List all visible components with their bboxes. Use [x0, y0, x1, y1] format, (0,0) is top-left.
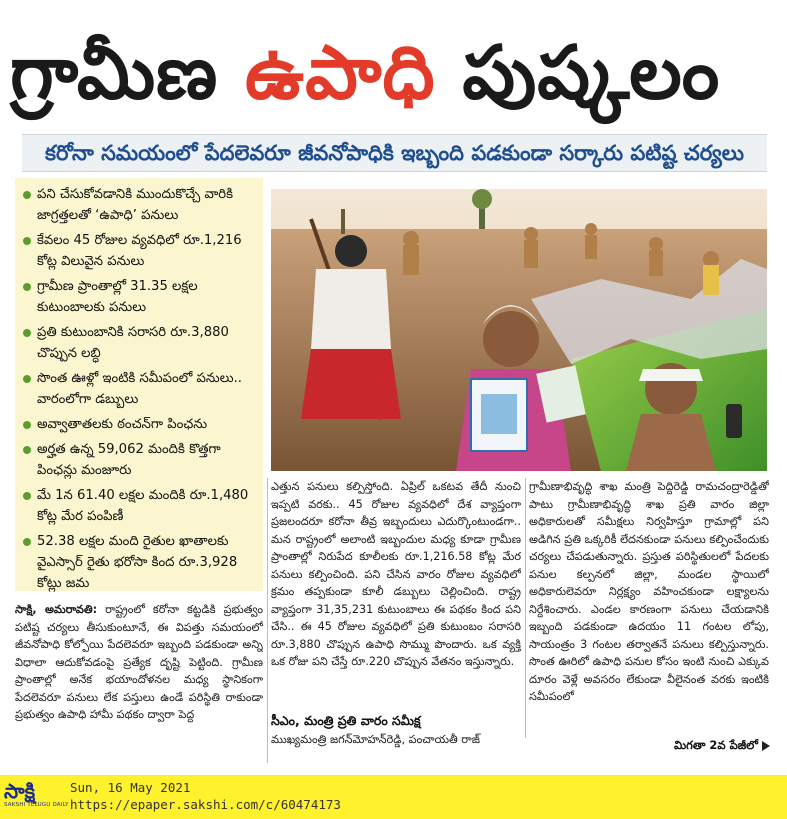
highlight-item: అర్హత ఉన్న 59,062 మందికి కొత్తగా పింఛన్లు మంజూరు	[23, 439, 257, 481]
logo-subtitle: SAKSHI TELUGU DAILY	[4, 802, 69, 808]
headline-part-1: గ్రామీణ	[10, 30, 219, 116]
article-text: ముఖ్యమంత్రి జగన్‌మోహన్‌రెడ్డి, పంచాయతీ రాజ్	[271, 733, 480, 746]
highlights-box	[15, 178, 263, 591]
bullet-dot-icon	[23, 283, 37, 291]
headline-part-3: పుష్కలం	[462, 30, 721, 116]
highlight-item: సొంత ఊళ్లో ఇంటికి సమీపంలో పనులు.. వారంలోగా డబ్బులు	[23, 368, 257, 410]
bullet-dot-icon	[23, 421, 37, 429]
bullet-dot-icon	[23, 446, 37, 454]
bullet-dot-icon	[23, 329, 37, 337]
bullet-dot-icon	[23, 492, 37, 500]
highlight-item: ప్రతి కుటుంబానికి సరాసరి రూ.3,880 చొప్పున లబ్ధి	[23, 322, 257, 364]
headline	[10, 18, 780, 128]
article-column-3	[529, 478, 769, 728]
article-column-2-tail	[271, 731, 521, 751]
bullet-dot-icon	[23, 191, 37, 199]
highlight-item: పని చేసుకోవడానికి ముందుకొచ్చే వారికి జాగ్రత్తలతో ‘ఉపాధి’ పనులు	[23, 184, 257, 226]
article-text: గ్రామీణాభివృద్ధి శాఖ మంత్రి పెద్దిరెడ్డి రామచంద్రారెడ్డితో పాటు గ్రామీణాభివృద్ధి శాఖ ప్రతి వారం జిల్లా అధికారులతో సమీక్షలు నిర్వహిస్తూ గ్రామాల్లో పని అడిగిన ప్రతి ఒక్కరికీ లేదనకుండా పనులు కల్పించేందుకు చర్యలు చేపడుతున్నారు. ప్రస్తుత పరిస్థితులలో పేదలకు పనుల కల్పనలో జిల్లా, మండల స్థాయిలో అధికారులెవరూ నిర్లక్ష్యం వహించకుండా లక్ష్యాలను నిర్దేశించారు. ఎండల కారణంగా పనులు చేయడానికి ఇబ్బంది పడకుండా ఉదయం 11 గంటల లోపు, సాయంత్రం 3 గంటల తర్వాతనే పనులు కల్పిస్తున్నారు. సొంత ఊరిలో ఉపాధి పనుల కోసం ఇంటి నుంచి ఎక్కువ దూరం వెళ్లే అవసరం లేకుండా వీలైనంత వరకు ఇంటికి సమీపంలో	[529, 480, 769, 703]
highlight-item: గ్రామీణ ప్రాంతాల్లో 31.35 లక్షల కుటుంబాలకు పనులు	[23, 276, 257, 318]
article-text: ఎత్తున పనులు కల్పిస్తోంది. ఏప్రిల్ ఒకటవ తేదీ నుంచి ఇప్పటి వరకు.. 45 రోజుల వ్యవధిలో దేశ వ్యాప్తంగా ప్రజలందరూ కరోనా తీవ్ర ఇబ్బందులు ఎదుర్కొంటుండగా.. మన రాష్ట్రంలో అలాంటి ఇబ్బందుల మధ్య కూడా గ్రామీణ ప్రాంతాల్లో నిరుపేద కూలీలకు రూ.1,216.58 కోట్ల మేర పనులు కల్పించింది. పని చేసిన వారం రోజుల వ్యవధిలో క్రమం తప్పకుండా కూలీ డబ్బులు చెల్లించింది. రాష్ట్ర వ్యాప్తంగా 31,35,231 కుటుంబాలు ఈ పథకం కింద పని చేసి.. ఈ 45 రోజుల వ్యవధిలో ప్రతి కుటుంబం సరాసరి రూ.3,880 చొప్పున ఉపాధి సొమ్ము పొందారు. ఒక వ్యక్తి ఒక రోజు పని చేస్తే రూ.220 చొప్పున వేతనం ఇస్తున్నారు.	[271, 480, 521, 668]
article-text: రాష్ట్రంలో కరోనా కట్టడికి ప్రభుత్వం పటిష్ట చర్యలు తీసుకుంటూనే, ఈ విపత్తు సమయంలో జీవనోపాధి కోల్పోయి పేదలెవరూ ఇబ్బంది పడకుండా అన్ని విధాలా ఆదుకోవడంపై ప్రత్యేక దృష్టి పెట్టింది. గ్రామీణ ప్రాంతాల్లో అనేక భయాందోళనల మధ్య స్థానికంగా పేదలెవరూ పనులు లేక పస్తులు ఉండే పరిస్థితి రాకుండా ప్రభుత్వం ఉపాధి హామీ పథకం ద్వారా పెద్ద	[15, 603, 263, 721]
arrow-right-icon	[762, 741, 770, 751]
bullet-dot-icon	[23, 375, 37, 383]
dateline: సాక్షి, అమరావతి:	[15, 603, 98, 616]
column-divider	[525, 478, 526, 738]
highlight-item: మే 1న 61.40 లక్షల మందికి రూ.1,480 కోట్ల మేర పంపిణీ	[23, 485, 257, 527]
bullet-dot-icon	[23, 237, 37, 245]
subheadline: కరోనా సమయంలో పేదలెవరూ జీవనోపాధికి ఇబ్బంది పడకుండా సర్కారు పటిష్ట చర్యలు	[22, 134, 767, 172]
section-subheading: సీఎం, మంత్రి ప్రతి వారం సమీక్ష	[271, 713, 421, 728]
highlight-item: కేవలం 45 రోజుల వ్యవధిలో రూ.1,216 కోట్ల విలువైన పనులు	[23, 230, 257, 272]
continued-label: మిగతా 2వ పేజీలో	[673, 738, 758, 752]
article-column-2	[271, 478, 521, 708]
logo-mark: సాక్షి	[4, 779, 36, 803]
continued-on-page	[640, 736, 770, 754]
article-column-1	[15, 601, 263, 761]
edition-date: Sun, 16 May 2021	[70, 780, 191, 795]
headline-part-2: ఉపాధి	[245, 30, 436, 116]
highlight-item: అవ్వాతాతలకు ఠంచన్‌గా పింఛను	[23, 414, 257, 435]
highlight-item: 52.38 లక్షల మంది రైతుల ఖాతాలకు వైఎస్సార్ రైతు భరోసా కింద రూ.3,928 కోట్లు జమ	[23, 531, 257, 594]
column-divider	[267, 478, 268, 763]
bullet-dot-icon	[23, 538, 37, 546]
news-photo	[271, 189, 767, 471]
sakshi-logo	[4, 779, 69, 814]
footer-bar	[0, 775, 787, 819]
epaper-url[interactable]: https://epaper.sakshi.com/c/60474173	[70, 797, 341, 812]
